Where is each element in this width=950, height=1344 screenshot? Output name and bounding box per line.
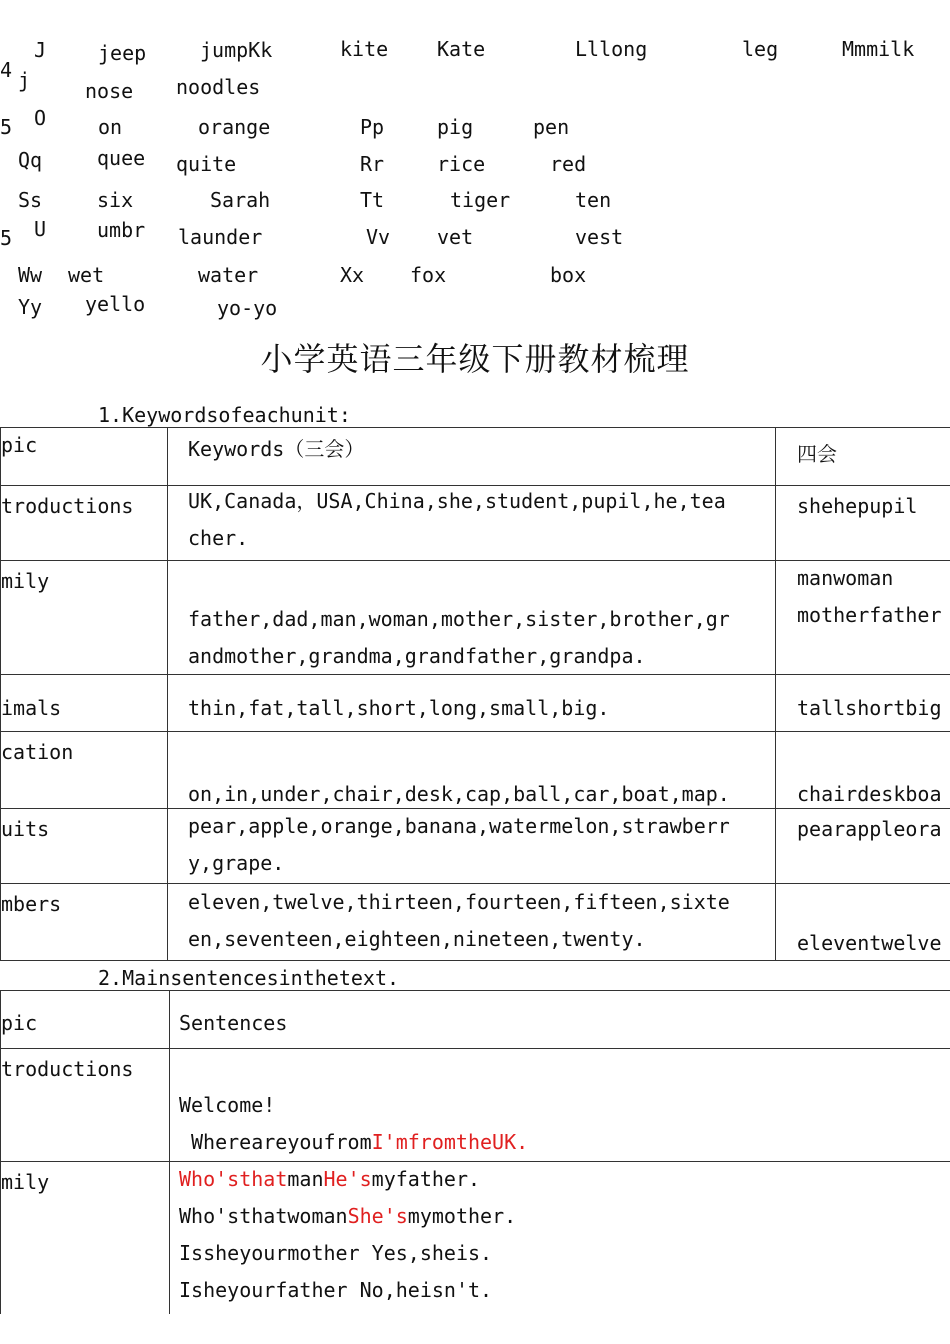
- list-word: Sarah: [210, 188, 271, 212]
- table-row: [1, 1049, 950, 1162]
- table-row: [1, 732, 950, 809]
- list-letter: Ss: [18, 188, 43, 212]
- four-cell: manwoman motherfather: [776, 561, 950, 675]
- list-word: Mmmilk: [842, 37, 915, 61]
- list-word: wet: [68, 263, 105, 287]
- header-keywords: Keywords（三会）: [168, 428, 776, 486]
- list-word: box: [550, 263, 587, 287]
- list-letter: J: [34, 38, 47, 62]
- topic-cell: troductions: [1, 486, 168, 561]
- list-word: kite: [340, 37, 389, 61]
- four-cell: shehepupil: [776, 486, 950, 561]
- four-cell: chairdeskboa: [776, 732, 950, 809]
- list-word: fox: [410, 263, 447, 287]
- sentences-table: [0, 990, 950, 1314]
- list-word: orange: [198, 115, 271, 139]
- sentences-cell: Welcome! WhereareyoufromI'mfromtheUK.: [170, 1049, 950, 1162]
- keywords-cell: father,dad,man,woman,mother,sister,brother,gr andmother,grandma,grandfather,grandpa.: [168, 561, 776, 675]
- list-letter: Xx: [340, 263, 365, 287]
- list-number: 5: [0, 115, 13, 139]
- header-topic: pic: [1, 428, 168, 486]
- list-word: noodles: [176, 75, 261, 99]
- table-row: [1, 486, 950, 561]
- topic-cell: imals: [1, 675, 168, 732]
- list-word: umbr: [97, 218, 146, 242]
- list-word: nose: [85, 79, 134, 103]
- list-word: pen: [533, 115, 570, 139]
- list-letter: Yy: [18, 295, 43, 319]
- section-heading-sentences: 2.Mainsentencesinthetext.: [98, 966, 400, 990]
- table-row: [1, 809, 950, 884]
- header-four: 四会: [776, 428, 950, 486]
- list-letter: Vv: [366, 225, 391, 249]
- keywords-cell: on,in,under,chair,desk,cap,ball,car,boat,map.: [168, 732, 776, 809]
- topic-cell: mbers: [1, 884, 168, 961]
- list-word: Lllong: [575, 37, 648, 61]
- topic-cell: cation: [1, 732, 168, 809]
- list-word: ten: [575, 188, 612, 212]
- topic-cell: mily: [1, 561, 168, 675]
- keywords-cell: UK,Canada，USA,China,she,student,pupil,he,tea cher.: [168, 486, 776, 561]
- header-topic: pic: [1, 991, 170, 1049]
- list-word: leg: [742, 37, 779, 61]
- list-word: jumpKk: [200, 38, 273, 62]
- list-word: six: [97, 188, 134, 212]
- table-header-row: [1, 428, 950, 486]
- section-heading-keywords: 1.Keywordsofeachunit:: [98, 403, 351, 427]
- table-row: [1, 1162, 950, 1314]
- table-header-row: [1, 991, 950, 1049]
- list-word: vest: [575, 225, 624, 249]
- four-cell: eleventwelve: [776, 884, 950, 961]
- list-letter: Ww: [18, 263, 43, 287]
- list-word: tiger: [450, 188, 511, 212]
- topic-cell: uits: [1, 809, 168, 884]
- list-word: vet: [437, 225, 474, 249]
- topic-cell: mily: [1, 1162, 170, 1314]
- list-word: on: [98, 115, 123, 139]
- list-letter: U: [34, 217, 47, 241]
- list-word: jeep: [98, 41, 147, 65]
- sentences-cell: Who'sthatmanHe'smyfather. Who'sthatwomanShe'smymother. Issheyourmother Yes,sheis. Isheyourfather No,heisn't.: [170, 1162, 950, 1314]
- list-word: yo-yo: [217, 296, 278, 320]
- four-cell: tallshortbig: [776, 675, 950, 732]
- list-letter: Qq: [18, 148, 43, 172]
- list-word: yello: [85, 292, 146, 316]
- keywords-table: [0, 427, 950, 961]
- list-word: quee: [97, 146, 146, 170]
- page-title: 小学英语三年级下册教材梳理: [260, 340, 690, 378]
- list-letter: Tt: [360, 188, 385, 212]
- four-cell: pearappleora: [776, 809, 950, 884]
- list-letter: Pp: [360, 115, 385, 139]
- list-word: Kate: [437, 37, 486, 61]
- header-sentences: Sentences: [170, 991, 950, 1049]
- table-row: [1, 561, 950, 675]
- table-row: [1, 884, 950, 961]
- list-word: launder: [178, 225, 263, 249]
- list-letter: Rr: [360, 152, 385, 176]
- keywords-cell: pear,apple,orange,banana,watermelon,strawberr y,grape.: [168, 809, 776, 884]
- list-word: water: [198, 263, 259, 287]
- list-word: pig: [437, 115, 474, 139]
- list-word: quite: [176, 152, 237, 176]
- list-number: 4: [0, 58, 13, 82]
- list-word: red: [550, 152, 587, 176]
- keywords-cell: eleven,twelve,thirteen,fourteen,fifteen,sixte en,seventeen,eighteen,nineteen,twenty.: [168, 884, 776, 961]
- list-number: 5: [0, 226, 13, 250]
- list-letter: j: [18, 68, 31, 92]
- list-word: rice: [437, 152, 486, 176]
- table-row: [1, 675, 950, 732]
- keywords-cell: thin,fat,tall,short,long,small,big.: [168, 675, 776, 732]
- topic-cell: troductions: [1, 1049, 170, 1162]
- list-letter: O: [34, 106, 47, 130]
